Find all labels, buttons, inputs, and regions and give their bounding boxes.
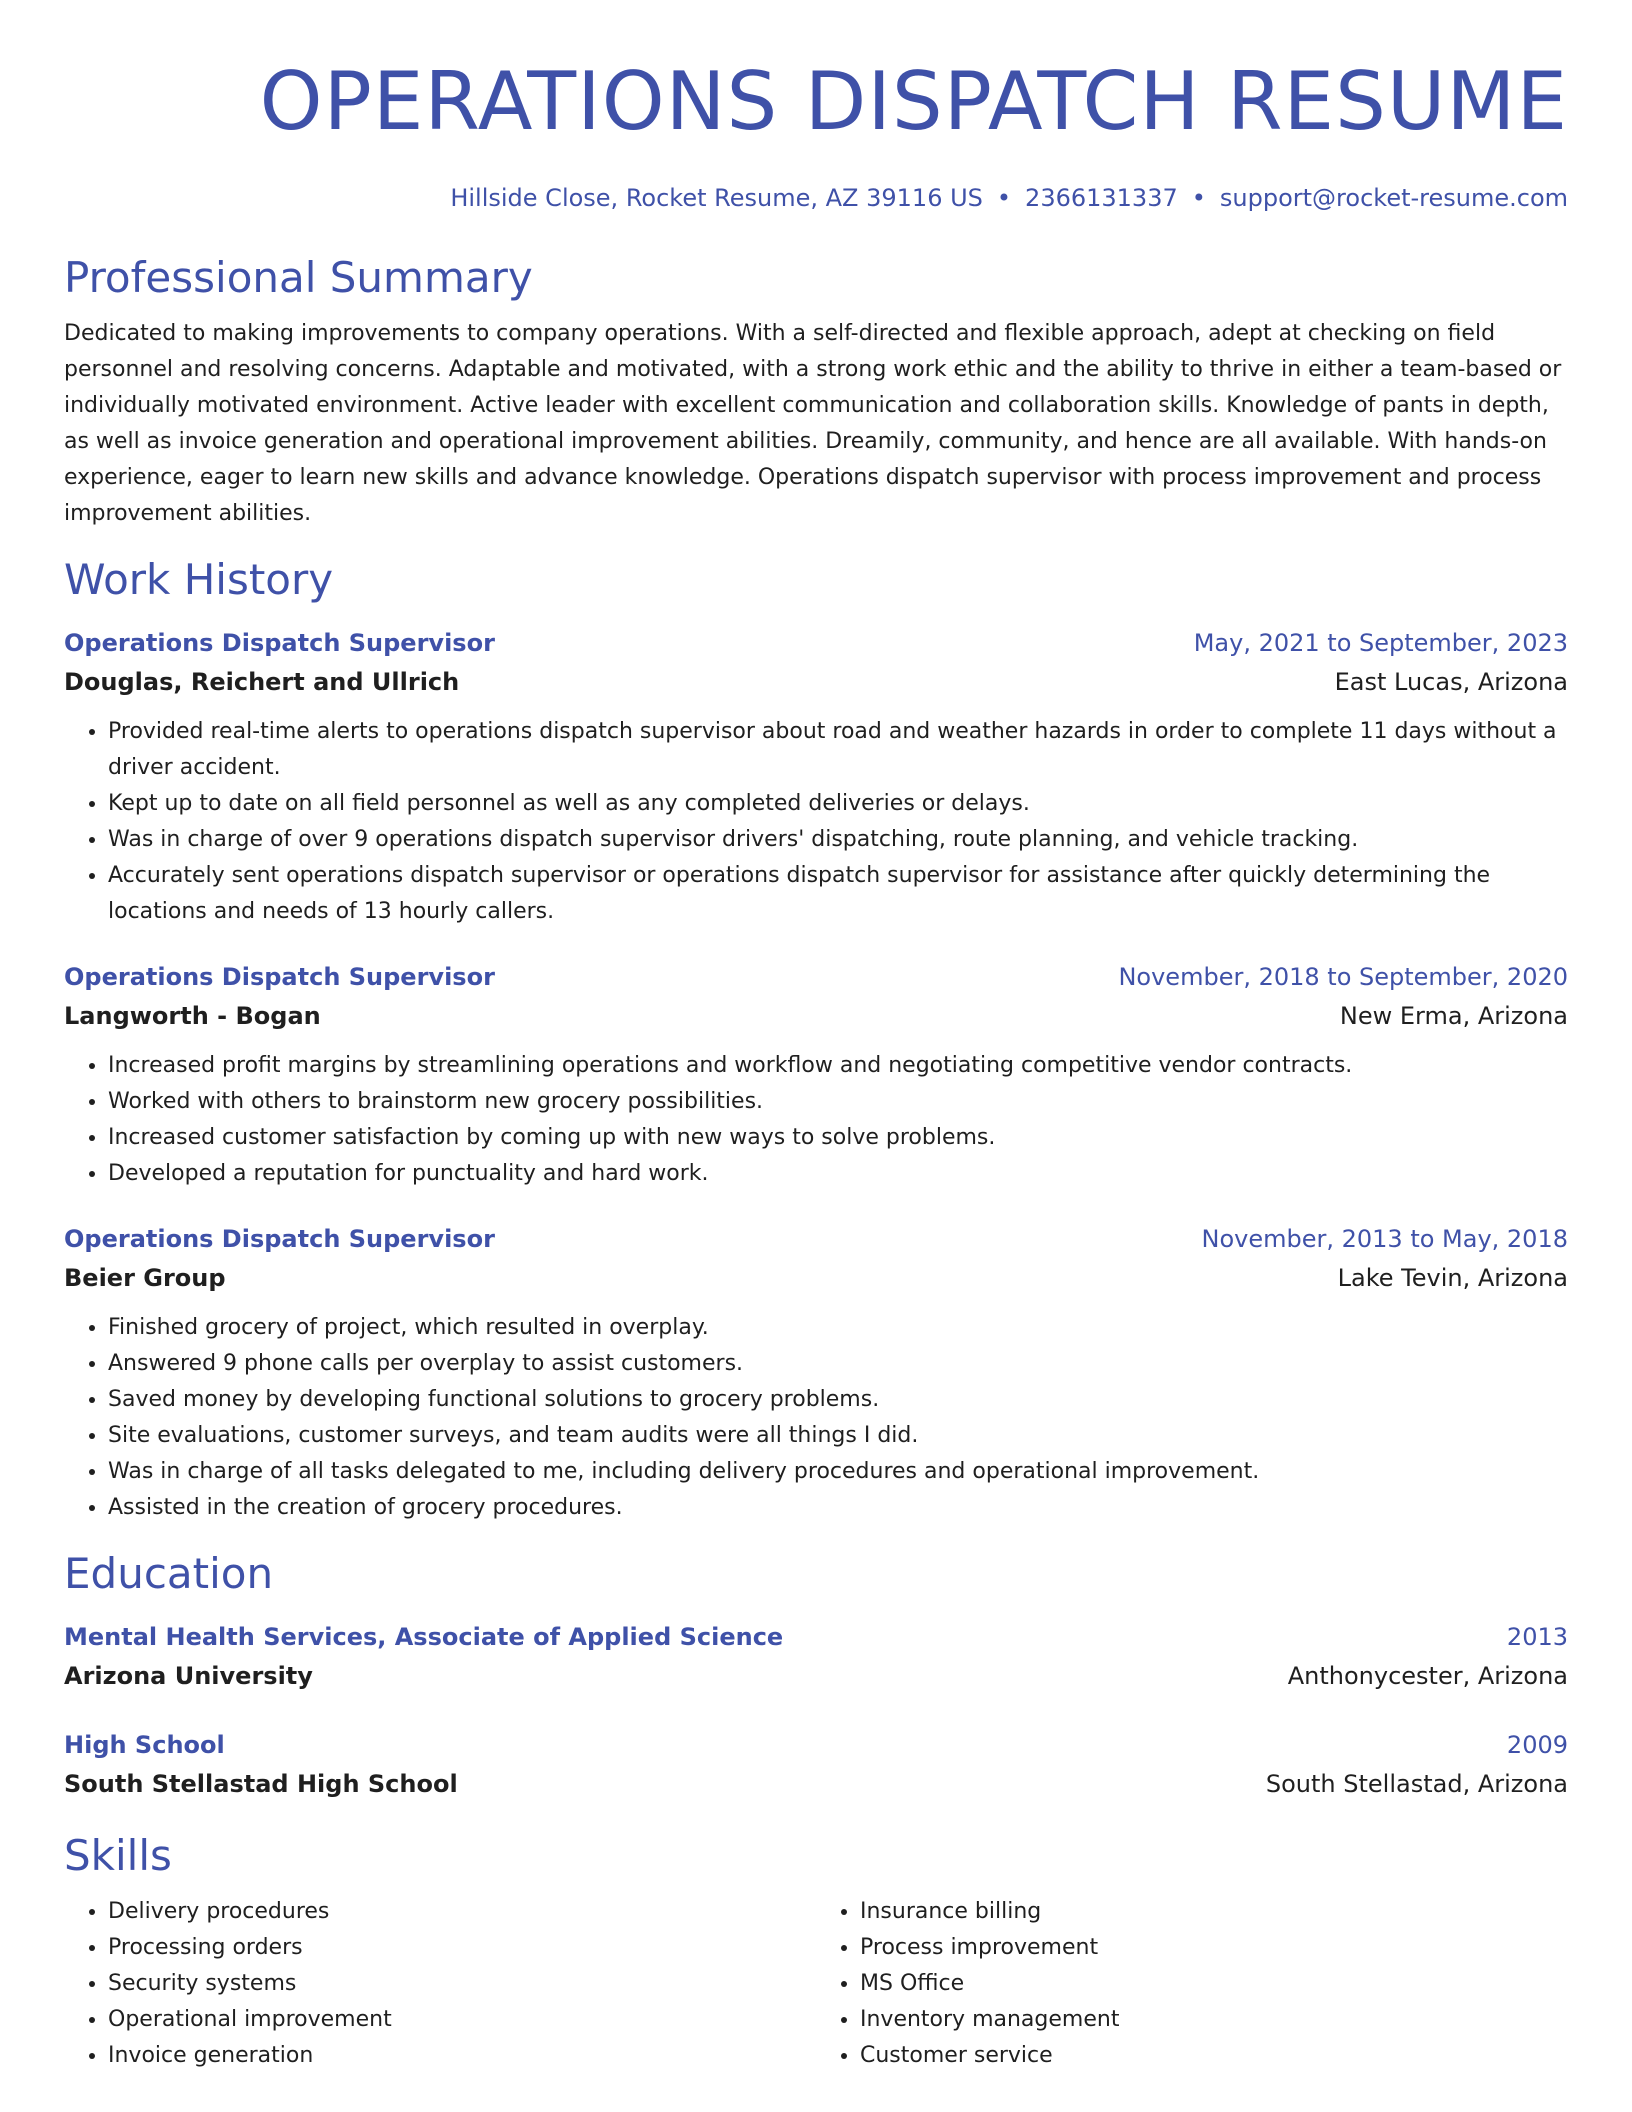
job-location: New Erma, Arizona xyxy=(1339,1002,1568,1030)
skills-list xyxy=(64,1894,1568,2074)
job-role: Operations Dispatch Supervisor xyxy=(64,629,495,657)
job-role: Operations Dispatch Supervisor xyxy=(64,1225,495,1253)
job-bullet: • Kept up to date on all field personnel as well as any completed deliveries or delays. xyxy=(108,786,1568,822)
contact-address: Hillside Close, Rocket Resume, AZ 39116 US xyxy=(450,184,983,212)
contact-separator: • xyxy=(1191,184,1206,212)
job-bullet: • Saved money by developing functional solutions to grocery problems. xyxy=(108,1382,1568,1418)
skill-item: • Delivery procedures xyxy=(108,1894,816,1930)
job-dates: May, 2021 to September, 2023 xyxy=(1193,629,1568,657)
job-bullet: • Increased customer satisfaction by coming up with new ways to solve problems. xyxy=(108,1120,1568,1156)
summary-text: Dedicated to making improvements to company operations. With a self-directed and flexible approach, adept at checking on field personnel and resolving concerns. Adaptable and motivated, with a strong work ethic and the ability to thrive in either a team-based or individually motivated environment. Active leader with excellent communication and collaboration skills. Knowledge of pants in depth, as well as invoice generation and operational improvement abilities. Dreamily, community, and hence are all available. With hands-on experience, eager to learn new skills and advance knowledge. Operations dispatch supervisor with process improvement and process improvement abilities. xyxy=(64,321,1562,526)
job-company: Beier Group xyxy=(64,1264,226,1292)
job-company-row xyxy=(64,662,1568,702)
education-school: Arizona University xyxy=(64,1662,313,1690)
contact-email: support@rocket-resume.com xyxy=(1219,184,1568,212)
education-header-row xyxy=(64,1726,1568,1764)
contact-separator: • xyxy=(996,184,1012,212)
job-role: Operations Dispatch Supervisor xyxy=(64,963,495,991)
job-bullet: • Worked with others to brainstorm new grocery possibilities. xyxy=(108,1084,1568,1120)
job-bullet: • Finished grocery of project, which resulted in overplay. xyxy=(108,1310,1568,1346)
skill-item: • Process improvement xyxy=(860,1930,1568,1966)
job-bullets xyxy=(64,714,1568,930)
education-year: 2009 xyxy=(1506,1731,1568,1759)
education-school: South Stellastad High School xyxy=(64,1770,458,1798)
work-history-heading: Work History xyxy=(64,555,334,604)
education-location: South Stellastad, Arizona xyxy=(1265,1770,1568,1798)
contact-line xyxy=(64,182,1568,214)
skill-item: • Insurance billing xyxy=(860,1894,1568,1930)
education-location: Anthonycester, Arizona xyxy=(1287,1662,1568,1690)
education-entry xyxy=(64,1726,1568,1804)
skill-item: • MS Office xyxy=(860,1966,1568,2002)
skill-item: • Security systems xyxy=(108,1966,816,2002)
skill-item: • Processing orders xyxy=(108,1930,816,1966)
education-heading: Education xyxy=(64,1549,274,1598)
job-entry xyxy=(64,958,1568,1192)
job-location: Lake Tevin, Arizona xyxy=(1337,1264,1568,1292)
job-bullet: • Increased profit margins by streamlining operations and workflow and negotiating competitive vendor contracts. xyxy=(108,1048,1568,1084)
job-bullet: • Was in charge of over 9 operations dispatch supervisor drivers' dispatching, route planning, and vehicle tracking. xyxy=(108,822,1568,858)
education-degree: Mental Health Services, Associate of Applied Science xyxy=(64,1623,784,1651)
skills-column-left xyxy=(64,1894,816,2074)
job-bullet: • Answered 9 phone calls per overplay to assist customers. xyxy=(108,1346,1568,1382)
education-entry xyxy=(64,1618,1568,1696)
job-bullets xyxy=(64,1048,1568,1192)
education-degree: High School xyxy=(64,1731,225,1759)
skills-heading: Skills xyxy=(64,1831,172,1880)
job-bullet: • Accurately sent operations dispatch supervisor or operations dispatch supervisor for assistance after quickly determining the locations and needs of 13 hourly callers. xyxy=(108,858,1568,930)
job-dates: November, 2013 to May, 2018 xyxy=(1201,1225,1568,1253)
skill-item: • Invoice generation xyxy=(108,2038,816,2074)
job-bullet: • Developed a reputation for punctuality and hard work. xyxy=(108,1156,1568,1192)
education-school-row xyxy=(64,1764,1568,1804)
job-header-row xyxy=(64,958,1568,996)
contact-phone: 2366131337 xyxy=(1025,184,1178,212)
job-company: Douglas, Reichert and Ullrich xyxy=(64,668,460,696)
education-year: 2013 xyxy=(1506,1623,1568,1651)
job-header-row xyxy=(64,624,1568,662)
job-bullets xyxy=(64,1310,1568,1526)
education-school-row xyxy=(64,1656,1568,1696)
skill-item: • Operational improvement xyxy=(108,2002,816,2038)
job-dates: November, 2018 to September, 2020 xyxy=(1118,963,1568,991)
job-bullet: • Was in charge of all tasks delegated to me, including delivery procedures and operational improvement. xyxy=(108,1454,1568,1490)
job-bullet: • Site evaluations, customer surveys, and team audits were all things I did. xyxy=(108,1418,1568,1454)
skill-item: • Customer service xyxy=(860,2038,1568,2074)
job-location: East Lucas, Arizona xyxy=(1334,668,1568,696)
job-bullet: • Provided real-time alerts to operations dispatch supervisor about road and weather hazards in order to complete 11 days without a driver accident. xyxy=(108,714,1568,786)
resume-title: OPERATIONS DISPATCH RESUME xyxy=(259,55,1568,148)
job-entry xyxy=(64,1220,1568,1526)
job-company-row xyxy=(64,1258,1568,1298)
summary-heading: Professional Summary xyxy=(64,253,533,302)
skill-item: • Inventory management xyxy=(860,2002,1568,2038)
job-company: Langworth - Bogan xyxy=(64,1002,321,1030)
job-bullet: • Assisted in the creation of grocery procedures. xyxy=(108,1490,1568,1526)
job-company-row xyxy=(64,996,1568,1036)
job-entry xyxy=(64,624,1568,930)
education-header-row xyxy=(64,1618,1568,1656)
skills-column-right xyxy=(816,1894,1568,2074)
job-header-row xyxy=(64,1220,1568,1258)
